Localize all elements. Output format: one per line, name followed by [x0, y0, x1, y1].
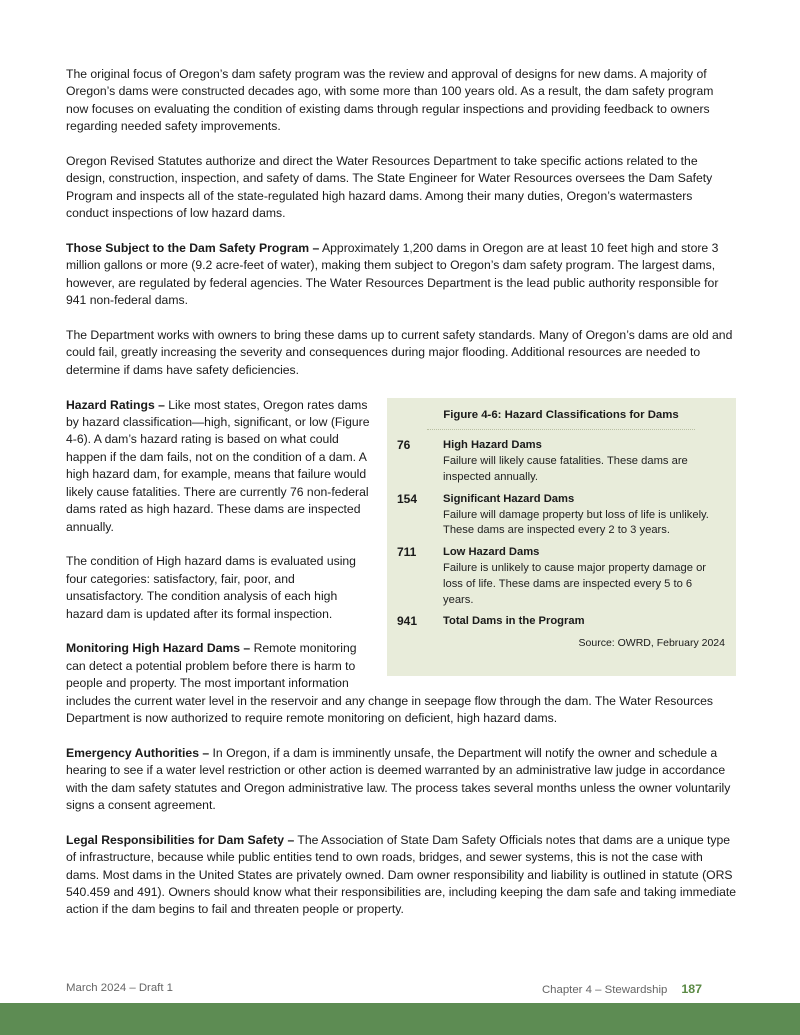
dam-count: 76	[397, 438, 411, 453]
paragraph-legal: Legal Responsibilities for Dam Safety – The Association of State Dam Safety Officials notes that dams are a unique type of infrastructure, because while public entities tend to own roads, bridges, and sewer systems, this is not the case with dams. Most dams in the United States are privately owned. Dam owner responsibility and liability is outlined in statute (ORS 540.459 and 491). Owners should know what their responsibilities are, including keeping the dam safe and taking immediate action if the dam begins to fail and threaten people or property.	[66, 832, 737, 917]
legal-heading: Legal Responsibilities for Dam Safety –	[66, 832, 295, 847]
paragraph-condition: The condition of High hazard dams is evaluated using four categories: satisfactory, fair, poor, and unsatisfactory. The condition analysis of each high hazard dam is updated after its formal inspection.	[66, 554, 356, 621]
subject-heading: Those Subject to the Dam Safety Program –	[66, 241, 320, 256]
hazard-classification-figure	[387, 398, 736, 676]
figure-source: Source: OWRD, February 2024	[578, 637, 725, 650]
main-content	[66, 66, 738, 936]
paragraph-statutes: Oregon Revised Statutes authorize and direct the Water Resources Department to take specific actions related to the design, construction, inspection, and safety of dams. The State Engineer for Water Resources oversees the Dam Safety Program and inspects all of the state-regulated high hazard dams. Among their many duties, Oregon’s watermasters conduct inspections of low hazard dams.	[66, 154, 713, 221]
hazard-description: Failure is unlikely to cause major property damage or loss of life. These dams are inspected every 5 to 6 years.	[443, 562, 707, 606]
figure-row	[397, 492, 725, 539]
paragraph-emergency: Emergency Authorities – In Oregon, if a dam is imminently unsafe, the Department will notify the owner and schedule a hearing to see if a water level restriction or other action is deemed warranted by an administrative law judge in accordance with the dam safety statutes and Oregon administrative law. The process takes several months unless the owner voluntarily signs a consent agreement.	[66, 745, 731, 812]
paragraph-intro: The original focus of Oregon’s dam safety program was the review and approval of designs for new dams. A majority of Oregon’s dams were constructed decades ago, with some more than 100 years old. As a result, the dam safety program now focuses on evaluating the condition of existing dams through regular inspections and providing feedback to owners regarding needed safety improvements.	[66, 67, 714, 134]
figure-row	[397, 438, 725, 485]
figure-row-total	[397, 614, 725, 630]
hazard-name: Significant Hazard Dams	[443, 492, 575, 505]
dam-count: 711	[397, 545, 417, 560]
hazard-name: High Hazard Dams	[443, 439, 542, 452]
paragraph-hazard-ratings: Hazard Ratings – Like most states, Oregon rates dams by hazard classification—high, significant, or low (Figure 4-6). A dam’s hazard rating is based on what could happen if the dam fails, not on the condition of a dam. A high hazard dam, for example, means that failure would likely cause fatalities. There are currently 76 non-federal dams rated as high hazard. These dams are inspected annually.	[66, 397, 370, 534]
dam-count: 941	[397, 614, 418, 629]
footer-chapter-group	[542, 982, 702, 996]
hazard-ratings-heading: Hazard Ratings –	[66, 397, 165, 412]
hazard-name: Total Dams in the Program	[443, 615, 585, 628]
dam-count: 154	[397, 491, 418, 506]
hazard-description: Failure will likely cause fatalities. These dams are inspected annually.	[443, 455, 688, 484]
paragraph-monitoring: Monitoring High Hazard Dams – Remote monitoring can detect a potential problem before there is harm to people and property. The most important information includes the current water level in the reservoir and any change in seepage flow through the dam. The Water Resources Department is now authorized to require remote monitoring on deficient, high hazard dams.	[66, 641, 713, 725]
hazard-name: Low Hazard Dams	[443, 546, 540, 559]
paragraph-subject: Those Subject to the Dam Safety Program – Approximately 1,200 dams in Oregon are at least 10 feet high and store 3 million gallons or more (9.2 acre-feet of water), making them subject to Oregon’s dam safety program. The largest dams, however, are regulated by federal agencies. The Water Resources Department is the lead public authority responsible for 941 non-federal dams.	[66, 241, 719, 308]
emergency-heading: Emergency Authorities –	[66, 745, 210, 760]
figure-title: Figure 4-6: Hazard Classifications for Dams	[427, 408, 695, 431]
paragraph-department: The Department works with owners to bring these dams up to current safety standards. Many of Oregon’s dams are old and could fail, greatly increasing the severity and consequences during major flooding. Additional resources are needed to determine if dams have safety deficiencies.	[66, 328, 733, 377]
footer-date: March 2024 – Draft 1	[66, 982, 173, 994]
footer-color-bar	[0, 1003, 800, 1035]
figure-row	[397, 545, 725, 608]
page-number: 187	[681, 982, 702, 996]
footer-chapter: Chapter 4 – Stewardship	[541, 984, 668, 996]
hazard-description: Failure will damage property but loss of life is unlikely. These dams are inspected every 2 to 3 years.	[443, 508, 709, 537]
monitoring-heading: Monitoring High Hazard Dams –	[66, 641, 251, 656]
